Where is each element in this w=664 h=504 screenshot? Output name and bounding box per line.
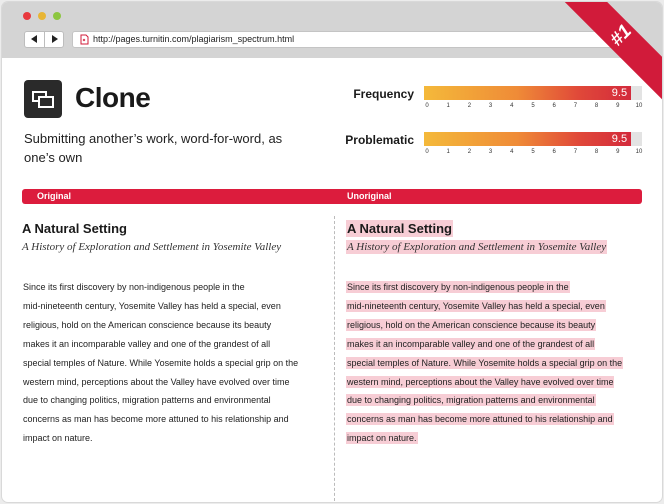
back-button[interactable] — [25, 32, 45, 47]
clone-icon — [24, 80, 62, 118]
column-divider — [334, 216, 335, 502]
scale-tick-label: 1 — [446, 103, 450, 109]
scale-tick-label: 8 — [594, 103, 599, 109]
maximize-window-button[interactable] — [53, 12, 61, 20]
unoriginal-passage-line — [346, 412, 614, 426]
unoriginal-passage-line — [346, 375, 614, 389]
original-passage-line: mid-nineteenth century, Yosemite Valley has held a special, even — [23, 300, 281, 311]
original-passage-line: impact on nature. — [23, 433, 93, 444]
browser-window — [2, 2, 662, 502]
highlighted-text: special temples of Nature. While Yosemite holds a special grip on the — [347, 357, 623, 368]
scale-tick-label: 3 — [488, 103, 493, 109]
frequency-value: 9.5 — [611, 87, 628, 99]
highlighted-text: mid-nineteenth century, Yosemite Valley has held a special, even — [347, 300, 605, 311]
scale-tick-label: 7 — [573, 149, 578, 155]
column-header-bar — [22, 189, 642, 204]
frequency-scale — [424, 103, 642, 112]
original-passage-line: western mind, perceptions about the Valley have evolved over time — [23, 376, 290, 387]
highlighted-text: impact on nature. — [347, 433, 417, 444]
unoriginal-passage-title — [346, 221, 453, 236]
close-window-button[interactable] — [23, 12, 31, 20]
scale-tick-label: 0 — [425, 149, 429, 155]
url-text: http://pages.turnitin.com/plagiarism_spectrum.html — [93, 34, 295, 44]
original-passage-line: religious, hold on the American conscience because its beauty — [23, 319, 272, 330]
scale-tick-label: 5 — [531, 149, 535, 155]
scale-tick-label: 3 — [488, 149, 493, 155]
unoriginal-passage-line — [346, 393, 596, 407]
scale-tick-label: 8 — [594, 149, 599, 155]
highlighted-text: Since its first discovery by non-indigenous people in the — [347, 282, 569, 292]
page-icon — [79, 34, 90, 45]
unoriginal-passage-line — [346, 280, 570, 294]
unoriginal-column-label: Unoriginal — [347, 191, 392, 201]
problematic-label: Problematic — [345, 133, 414, 147]
scale-tick-label: 0 — [425, 103, 429, 109]
frequency-label: Frequency — [353, 87, 414, 101]
nav-buttons — [24, 31, 64, 48]
unoriginal-passage-line — [346, 356, 623, 370]
highlighted-text: makes it an incomparable valley and one of the grandest of all — [347, 338, 595, 349]
scale-tick-label: 10 — [635, 149, 643, 155]
scale-tick-label: 4 — [510, 149, 514, 155]
original-column-label: Original — [37, 191, 72, 201]
forward-button[interactable] — [45, 32, 64, 47]
scale-tick-label: 1 — [446, 149, 450, 155]
scale-tick-label: 10 — [635, 103, 643, 109]
description — [24, 129, 324, 167]
scale-tick-label: 5 — [531, 103, 535, 109]
unoriginal-passage-subtitle — [346, 241, 607, 253]
scale-tick-label: 4 — [510, 103, 514, 109]
scale-tick-label: 6 — [552, 103, 556, 109]
highlighted-text: western mind, perceptions about the Valley have evolved over time — [347, 376, 614, 387]
scale-tick-label: 9 — [616, 103, 620, 109]
original-passage-line: Since its first discovery by non-indigenous people in the — [23, 282, 245, 292]
unoriginal-passage-line — [346, 337, 595, 351]
frequency-bar — [424, 86, 642, 100]
arrow-left-icon — [31, 35, 37, 43]
problematic-scale — [424, 149, 642, 158]
highlighted-text: due to changing politics, migration patterns and environmental — [347, 395, 595, 406]
scale-tick-label: 2 — [467, 103, 472, 109]
scale-tick-label: 6 — [552, 149, 556, 155]
problematic-bar — [424, 132, 642, 146]
scale-tick-label: 2 — [467, 149, 472, 155]
original-passage-line: makes it an incomparable valley and one of the grandest of all — [23, 338, 271, 349]
unoriginal-passage-line — [346, 299, 606, 313]
highlighted-text: religious, hold on the American conscience because its beauty — [347, 319, 596, 330]
original-passage-line: concerns as man has become more attuned to his relationship and — [23, 414, 289, 425]
ribbon-label: #1 — [606, 21, 637, 51]
scale-tick-label: 7 — [573, 103, 578, 109]
scale-tick-label: 9 — [616, 149, 620, 155]
highlighted-text: concerns as man has become more attuned to his relationship and — [347, 414, 613, 425]
original-passage-title: A Natural Setting — [22, 221, 127, 236]
original-passage-subtitle: A History of Exploration and Settlement in Yosemite Valley — [22, 241, 282, 253]
original-passage-line: due to changing politics, migration patterns and environmental — [23, 395, 271, 406]
page-title: Clone — [75, 82, 151, 113]
description-line: one’s own — [24, 150, 83, 165]
arrow-right-icon — [52, 35, 58, 43]
minimize-window-button[interactable] — [38, 12, 46, 20]
original-passage-line: special temples of Nature. While Yosemite holds a special grip on the — [23, 357, 299, 368]
highlighted-title: A Natural Setting — [347, 221, 452, 236]
address-bar[interactable] — [72, 31, 632, 48]
unoriginal-passage-line — [346, 318, 596, 332]
highlighted-subtitle: A History of Exploration and Settlement in Yosemite Valley — [347, 241, 607, 253]
description-line: Submitting another’s work, word-for-word, as — [24, 131, 283, 146]
problematic-value: 9.5 — [611, 133, 628, 145]
unoriginal-passage-line — [346, 431, 418, 445]
